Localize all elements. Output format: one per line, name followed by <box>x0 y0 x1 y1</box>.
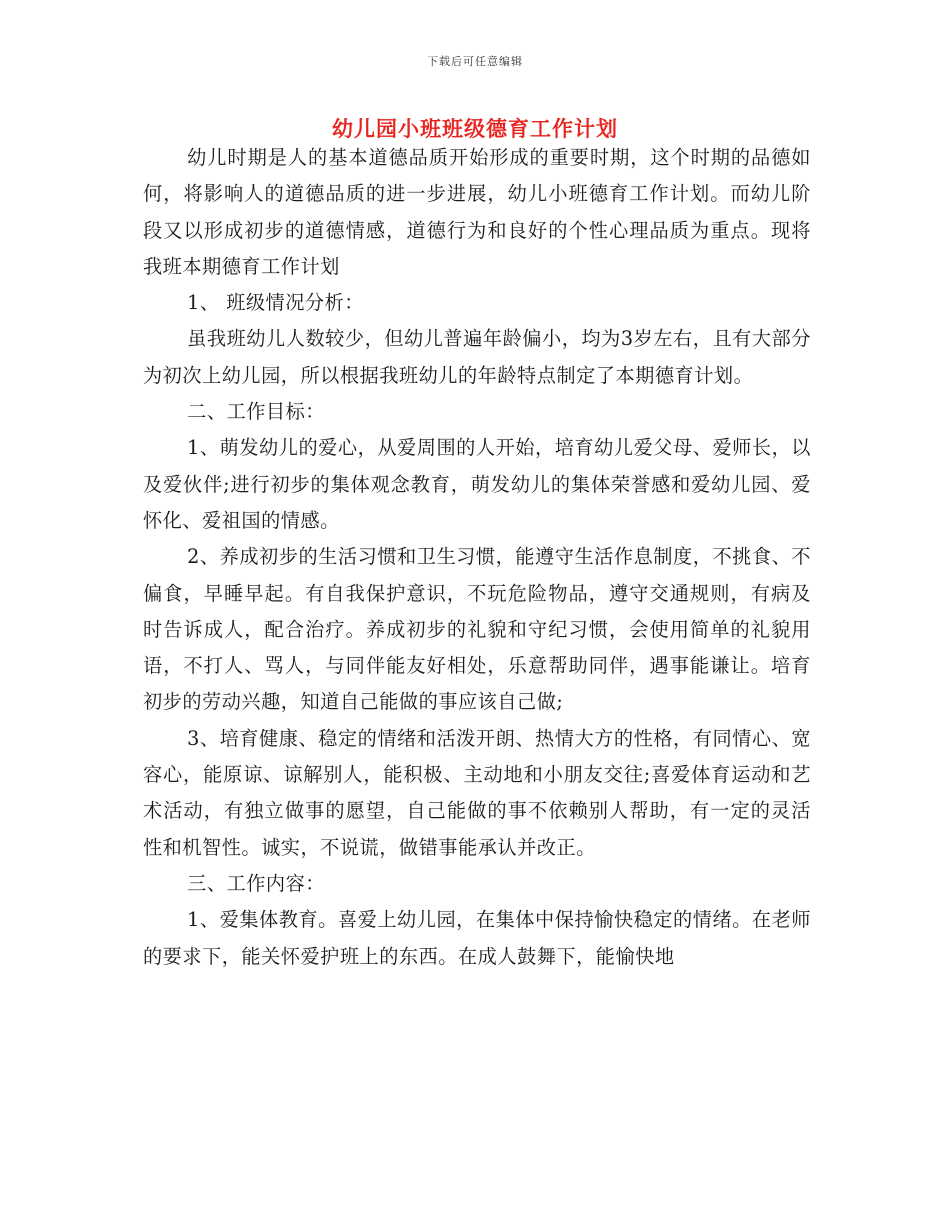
document-title: 幼儿园小班班级德育工作计划 <box>332 116 618 141</box>
class-analysis-paragraph: 虽我班幼儿人数较少，但幼儿普遍年龄偏小，均为3岁左右，且有大部分为初次上幼儿园，所以根据我班幼儿的年龄特点制定了本期德育计划。 <box>143 327 811 387</box>
goal-paragraph-1: 1、萌发幼儿的爱心，从爱周围的人开始，培育幼儿爱父母、爱师长，以及爱伙伴;进行初步的集体观念教育，萌发幼儿的集体荣誉感和爱幼儿园、爱怀化、爱祖国的情感。 <box>143 436 811 532</box>
content-paragraph-1: 1、爱集体教育。喜爱上幼儿园，在集体中保持愉快稳定的情绪。在老师的要求下，能关怀爱护班上的东西。在成人鼓舞下，能愉快地 <box>143 908 811 968</box>
goal-paragraph-3: 3、培育健康、稳定的情绪和活泼开朗、热情大方的性格，有同情心、宽容心，能原谅、谅解别人，能积极、主动地和小朋友交往;喜爱体育运动和艺术活动，有独立做事的愿望，自己能做的事不依赖别人帮助，有一定的灵活性和机智性。诚实，不说谎，做错事能承认并改正。 <box>143 726 811 859</box>
header-note: 下载后可任意编辑 <box>427 55 523 68</box>
section-heading-work-content: 三、工作内容： <box>187 871 325 895</box>
section-heading-work-goals: 二、工作目标： <box>187 400 325 424</box>
document-body <box>143 140 811 975</box>
goal-paragraph-2: 2、养成初步的生活习惯和卫生习惯，能遵守生活作息制度，不挑食、不偏食，早睡早起。有自我保护意识，不玩危险物品，遵守交通规则，有病及时告诉成人，配合治疗。养成初步的礼貌和守纪习惯，会使用简单的礼貌用语，不打人、骂人，与同伴能友好相处，乐意帮助同伴，遇事能谦让。培育初步的劳动兴趣，知道自己能做的事应该自己做; <box>143 545 811 714</box>
section-heading-class-analysis: 1、 班级情况分析： <box>187 291 364 315</box>
intro-paragraph: 幼儿时期是人的基本道德品质开始形成的重要时期，这个时期的品德如何，将影响人的道德品质的进一步进展，幼儿小班德育工作计划。而幼儿阶段又以形成初步的道德情感，道德行为和良好的个性心理品质为重点。现将我班本期德育工作计划 <box>143 146 811 278</box>
